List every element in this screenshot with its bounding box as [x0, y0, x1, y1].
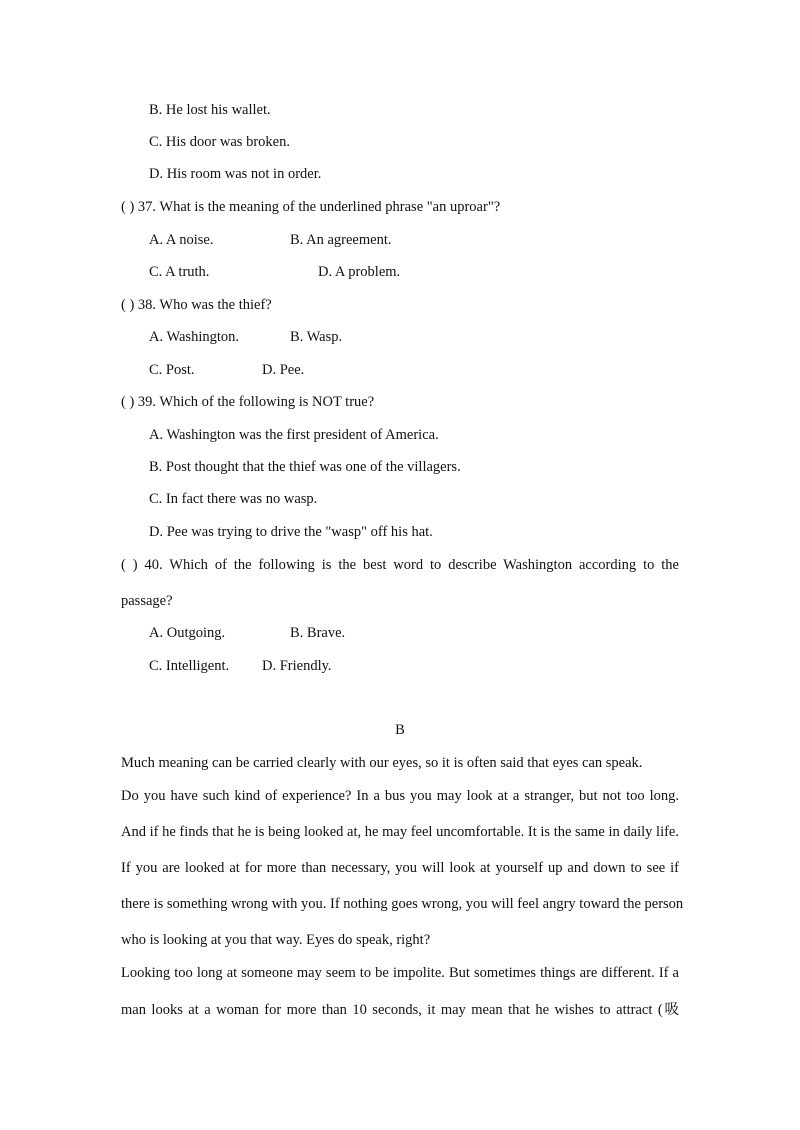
question-37-stem: ( ) 37. What is the meaning of the underlined phrase "an uproar"?	[121, 199, 501, 215]
passage-paragraph-2-line-4: there is something wrong with you. If nothing goes wrong, you will feel angry toward the person	[121, 896, 684, 912]
option-39-d: D. Pee was trying to drive the "wasp" off his hat.	[149, 524, 433, 540]
option-37-b: B. An agreement.	[290, 232, 392, 248]
option-37-a: A. A noise.	[149, 232, 214, 248]
option-39-c: C. In fact there was no wasp.	[149, 491, 318, 507]
option-36-d: D. His room was not in order.	[149, 166, 322, 182]
question-39-stem: ( ) 39. Which of the following is NOT true?	[121, 394, 375, 410]
option-37-d: D. A problem.	[318, 264, 401, 280]
option-37-c: C. A truth.	[149, 264, 210, 280]
passage-paragraph-2-line-2: And if he finds that he is being looked at, he may feel uncomfortable. It is the same in daily life.	[121, 824, 679, 840]
passage-paragraph-2-line-3: If you are looked at for more than necessary, you will look at yourself up and down to see if	[121, 860, 679, 876]
question-40-stem-line-1: ( ) 40. Which of the following is the best word to describe Washington according to the	[121, 557, 679, 573]
option-40-d: D. Friendly.	[262, 658, 332, 674]
question-40-stem-line-2: passage?	[121, 593, 173, 609]
option-38-b: B. Wasp.	[290, 329, 343, 345]
option-39-a: A. Washington was the first president of America.	[149, 427, 439, 443]
option-40-a: A. Outgoing.	[149, 625, 226, 641]
option-38-d: D. Pee.	[262, 362, 305, 378]
option-40-c: C. Intelligent.	[149, 658, 230, 674]
option-39-b: B. Post thought that the thief was one of the villagers.	[149, 459, 461, 475]
passage-paragraph-1: Much meaning can be carried clearly with our eyes, so it is often said that eyes can speak.	[121, 755, 643, 771]
passage-paragraph-2-line-1: Do you have such kind of experience? In a bus you may look at a stranger, but not too long.	[121, 788, 679, 804]
section-heading: B	[395, 722, 405, 738]
passage-paragraph-3-line-1: Looking too long at someone may seem to be impolite. But sometimes things are different. If a	[121, 965, 679, 981]
question-38-stem: ( ) 38. Who was the thief?	[121, 297, 272, 313]
option-36-b: B. He lost his wallet.	[149, 102, 271, 118]
option-40-b: B. Brave.	[290, 625, 346, 641]
passage-paragraph-2-line-5: who is looking at you that way. Eyes do speak, right?	[121, 932, 431, 948]
option-38-c: C. Post.	[149, 362, 195, 378]
passage-paragraph-3-line-2: man looks at a woman for more than 10 seconds, it may mean that he wishes to attract (吸	[121, 1002, 679, 1018]
option-36-c: C. His door was broken.	[149, 134, 290, 150]
option-38-a: A. Washington.	[149, 329, 239, 345]
